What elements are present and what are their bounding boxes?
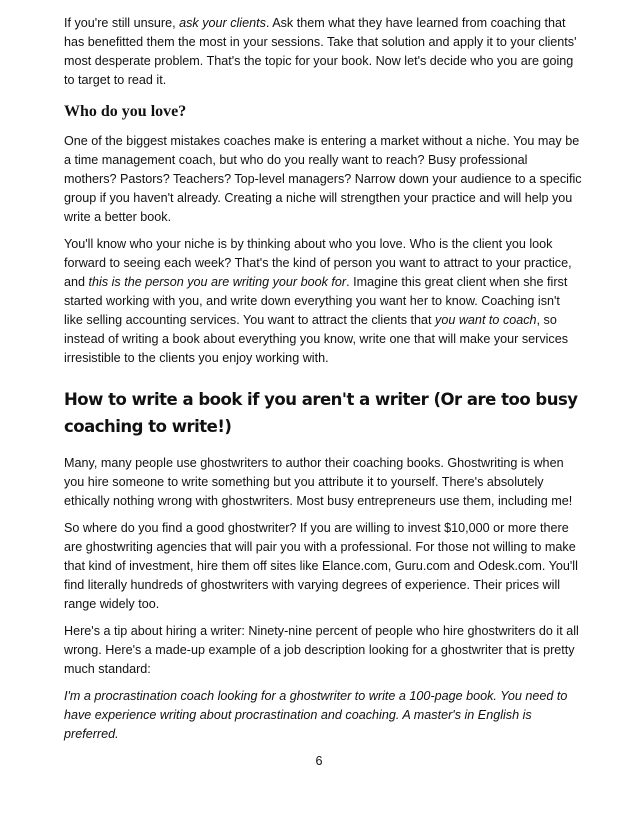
paragraph-ask-clients	[64, 14, 582, 90]
paragraph-ghostwriters: Many, many people use ghostwriters to author their coaching books. Ghostwriting is when you hire someone to write something but you attribute it to yourself. There's absolutely ethically nothing wrong with ghostwriters. Most busy entrepreneurs use them, including me!	[64, 456, 573, 508]
heading-how-to-write-a-book: How to write a book if you aren't a writer (Or are too busy coaching to write!)	[64, 390, 578, 436]
page-number: 6	[315, 754, 323, 768]
text-run: If you're still unsure,	[64, 16, 180, 30]
paragraph-find-ghostwriter: So where do you find a good ghostwriter? If you are willing to invest $10,000 or more there are ghostwriting agencies that will pair you with a professional. For those not willing to make that kind of investment, hire them off sites like Elance.com, Guru.com and Odesk.com. You'll find literally hundreds of ghostwriters with varying degrees of experience. Their prices will range widely too.	[64, 521, 578, 611]
paragraph-niche: One of the biggest mistakes coaches make is entering a market without a niche. You may be a time management coach, but who do you really want to reach? Busy professional mothers? Pastors? Teachers? Top-level managers? Narrow down your audience to a specific group if you haven't already. Creating a niche will strengthen your practice and will help you write a better book.	[64, 134, 582, 224]
paragraph-hiring-tip: Here's a tip about hiring a writer: Ninety-nine percent of people who hire ghostwriters do it all wrong. Here's a made-up example of a job description looking for a ghostwriter that is pretty much standard:	[64, 624, 579, 676]
document-page	[64, 14, 582, 752]
text-run: . Ask them what they have learned from coaching that has benefitted them the most in your sessions. Take that solution and apply it to your clients' most desperate problem. That's the topic for your book. Now let's decide who you are going to target to read it.	[64, 16, 577, 87]
paragraph-who-you-love	[64, 235, 582, 368]
paragraph-job-description-example: I'm a procrastination coach looking for a ghostwriter to write a 100-page book. You need to have experience writing about procrastination and coaching. A master's in English is preferred.	[64, 689, 568, 741]
text-run: You'll know who your niche is by thinking about who you love. Who is the client you look forward to seeing each week? That's the kind of person you want to attract to your practice, and	[64, 237, 572, 289]
emphasis-ask-your-clients: ask your clients	[179, 16, 266, 30]
emphasis-person-writing-for: this is the person you are writing your book for	[88, 275, 347, 289]
heading-who-do-you-love: Who do you love?	[64, 103, 187, 120]
emphasis-want-to-coach: you want to coach	[435, 313, 537, 327]
text-run: , so instead of writing a book about everything you know, write one that will make your services irresistible to the clients you enjoy working with.	[64, 313, 569, 365]
text-run: . Imagine this great client when she first started working with you, and write down everything you want her to know. Coaching isn't like selling accounting services. You want to attract the clients that	[64, 275, 568, 327]
